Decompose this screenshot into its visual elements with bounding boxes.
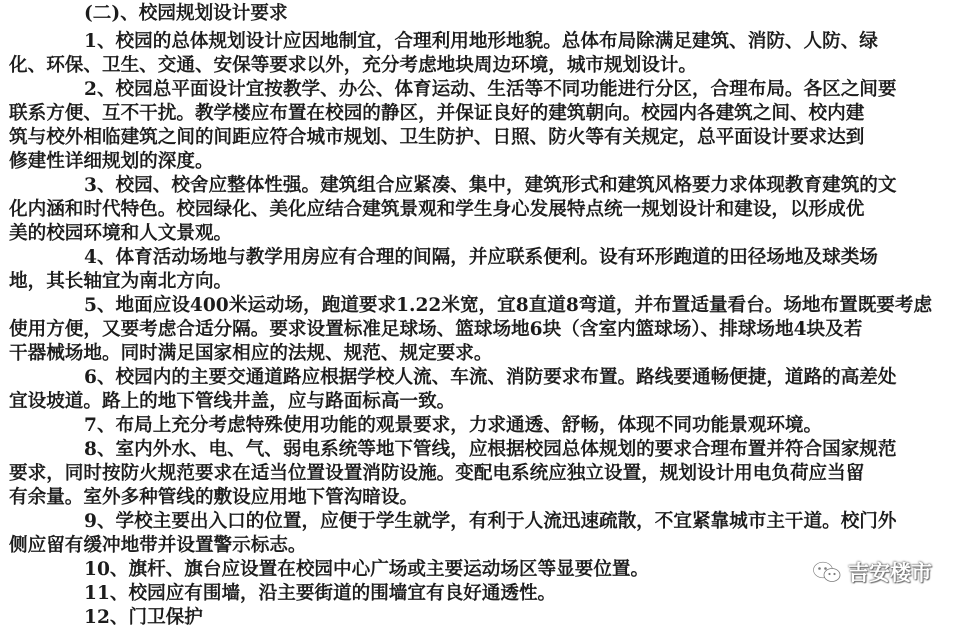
paragraph-2-line-2: 联系方便、互不干扰。教学楼应布置在校园的静区，并保证良好的建筑朝向。校园内各建筑之间、校内建 [9, 103, 865, 124]
paragraph-7-line-1: 7、布局上充分考虑特殊使用功能的观景要求，力求通透、舒畅，体现不同功能景观环境。 [84, 415, 823, 436]
watermark [812, 559, 932, 585]
paragraph-8-line-3: 有余量。室外多种管线的敷设应用地下管沟暗设。 [9, 487, 419, 508]
paragraph-2-line-1: 2、校园总平面设计宜按教学、办公、体育运动、生活等不同功能进行分区，合理布局。各区之间要 [84, 79, 897, 100]
paragraph-3-line-2: 化内涵和时代特色。校园绿化、美化应结合建筑景观和学生身心发展特点统一规划设计和建设，以形成优 [9, 199, 865, 220]
wechat-icon [812, 560, 842, 584]
paragraph-5-line-3: 干器械场地。同时满足国家相应的法规、规范、规定要求。 [9, 343, 493, 364]
watermark-text: 吉安楼市 [848, 561, 932, 585]
paragraph-9-line-2: 侧应留有缓冲地带并设置警示标志。 [9, 535, 307, 556]
paragraph-3-line-1: 3、校园、校舍应整体性强。建筑组合应紧凑、集中，建筑形式和建筑风格要力求体现教育建筑的文 [84, 175, 897, 196]
paragraph-5-line-1: 5、地面应设400米运动场，跑道要求1.22米宽，宜8直道8弯道，并布置适量看台。场地布置既要考虑 [84, 295, 933, 316]
paragraph-8-line-2: 要求，同时按防火规范要求在适当位置设置消防设施。变配电系统应独立设置，规划设计用电负荷应当留 [9, 463, 865, 484]
paragraph-8-line-1: 8、室内外水、电、气、弱电系统等地下管线，应根据校园总体规划的要求合理布置并符合国家规范 [84, 439, 897, 460]
paragraph-6-line-1: 6、校园内的主要交通道路应根据学校人流、车流、消防要求布置。路线要通畅便捷，道路的高差处 [84, 367, 897, 388]
paragraph-12-line-1: 12、门卫保护 [84, 607, 203, 628]
paragraph-9-line-1: 9、学校主要出入口的位置，应便于学生就学，有利于人流迅速疏散，不宜紧靠城市主干道。校门外 [84, 511, 897, 532]
paragraph-2-line-4: 修建性详细规划的深度。 [9, 151, 214, 172]
paragraph-11-line-1: 11、校园应有围墙，沿主要街道的围墙宜有良好通透性。 [84, 583, 557, 604]
paragraph-3-line-3: 美的校园环境和人文景观。 [9, 223, 233, 244]
paragraph-1-line-2: 化、环保、卫生、交通、安保等要求以外，充分考虑地块周边环境，城市规划设计。 [9, 55, 697, 76]
paragraph-6-line-2: 宜设坡道。路上的地下管线井盖，应与路面标高一致。 [9, 391, 456, 412]
section-heading: (二)、校园规划设计要求 [84, 3, 288, 24]
paragraph-4-line-2: 地，其长轴宜为南北方向。 [9, 271, 233, 292]
paragraph-4-line-1: 4、体育活动场地与教学用房应有合理的间隔，并应联系便利。设有环形跑道的田径场地及球类场 [84, 247, 878, 268]
paragraph-5-line-2: 使用方便，又要考虑合适分隔。要求设置标准足球场、篮球场地6块（含室内篮球场）、排球场地4块及若 [9, 319, 863, 340]
paragraph-2-line-3: 筑与校外相临建筑之间的间距应符合城市规划、卫生防护、日照、防火等有关规定，总平面设计要求达到 [9, 127, 865, 148]
paragraph-1-line-1: 1、校园的总体规划设计应因地制宜，合理利用地形地貌。总体布局除满足建筑、消防、人防、绿 [84, 31, 878, 52]
paragraph-10-line-1: 10、旗杆、旗台应设置在校园中心广场或主要运动场区等显要位置。 [84, 559, 650, 580]
